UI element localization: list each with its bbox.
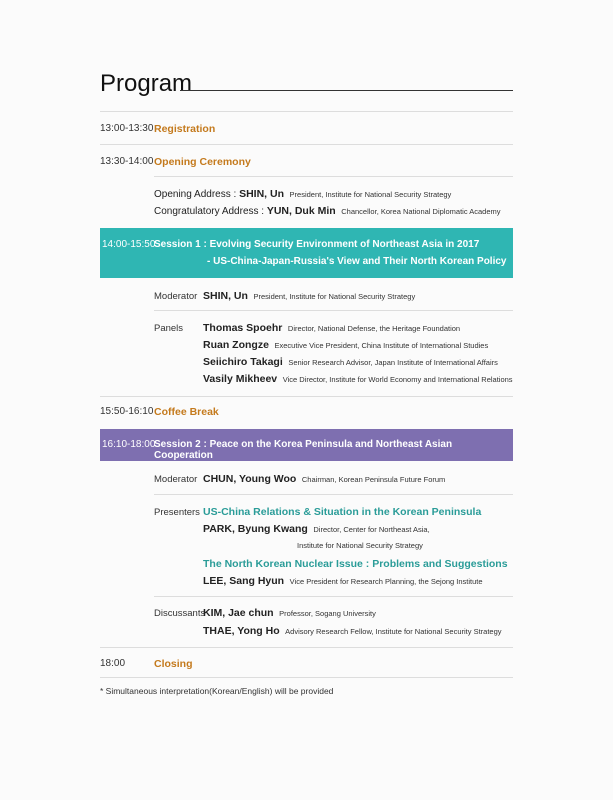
session1-title: Session 1 : Evolving Security Environment of Northeast Asia in 2017 xyxy=(154,239,480,250)
discussant-row xyxy=(203,607,376,619)
closing-time: 18:00 xyxy=(100,658,126,669)
opening-address-label: Opening Address : xyxy=(154,189,240,200)
congrat-name: YUN, Duk Min xyxy=(266,205,336,217)
congratulatory-address xyxy=(154,205,501,217)
panelist-row xyxy=(203,322,460,334)
panelist-affiliation: Director, National Defense, the Heritage Foundation xyxy=(287,324,461,333)
coffee-time: 15:50-16:10 xyxy=(100,406,154,417)
presenter-row xyxy=(203,523,430,535)
session1-moderator-label: Moderator xyxy=(154,291,198,302)
session1-band xyxy=(100,228,513,278)
presentation-topic: The North Korean Nuclear Issue : Problems and Suggestions xyxy=(203,558,508,570)
divider xyxy=(100,396,513,397)
session1-subtitle: - US-China-Japan-Russia's View and Their North Korean Policy xyxy=(207,256,507,267)
session2-moderator-name: CHUN, Young Woo xyxy=(203,473,297,485)
closing-label: Closing xyxy=(154,658,193,670)
interpretation-note: * Simultaneous interpretation(Korean/English) will be provided xyxy=(100,686,334,696)
registration-time: 13:00-13:30 xyxy=(100,123,154,134)
divider xyxy=(154,494,513,495)
divider xyxy=(100,111,513,112)
title-underline xyxy=(180,90,513,91)
opening-time: 13:30-14:00 xyxy=(100,156,154,167)
panelist-name: Thomas Spoehr xyxy=(203,322,283,334)
presenter-affiliation-cont: Institute for National Security Strategy xyxy=(297,541,423,550)
session2-moderator-label: Moderator xyxy=(154,474,198,485)
discussant-name: KIM, Jae chun xyxy=(203,607,274,619)
discussant-affiliation: Advisory Research Fellow, Institute for National Security Strategy xyxy=(285,627,502,636)
congrat-affiliation: Chancellor, Korea National Diplomatic Academy xyxy=(341,207,501,216)
congrat-label: Congratulatory Address : xyxy=(154,206,267,217)
session1-moderator xyxy=(203,290,415,302)
session1-time: 14:00-15:50 xyxy=(102,239,156,250)
divider xyxy=(154,310,513,311)
panelist-affiliation: Senior Research Advisor, Japan Institute of International Affairs xyxy=(288,358,498,367)
program-header xyxy=(100,70,513,98)
divider xyxy=(154,176,513,177)
panelist-affiliation: Executive Vice President, China Institute of International Studies xyxy=(274,341,489,350)
page-title: Program xyxy=(100,70,193,97)
session1-moderator-affiliation: President, Institute for National Security Strategy xyxy=(253,292,416,301)
session2-moderator-affiliation: Chairman, Korean Peninsula Future Forum xyxy=(301,475,446,484)
session2-time: 16:10-18:00 xyxy=(102,439,156,450)
divider xyxy=(100,677,513,678)
opening-address-name: SHIN, Un xyxy=(239,188,284,200)
session2-title: Session 2 : Peace on the Korea Peninsula and Northeast Asian Cooperation xyxy=(154,439,453,461)
session1-moderator-name: SHIN, Un xyxy=(203,290,248,302)
presentation-topic: US-China Relations & Situation in the Korean Peninsula xyxy=(203,506,482,518)
panelist-name: Vasily Mikheev xyxy=(203,373,278,385)
session2-band xyxy=(100,429,513,461)
panelist-row xyxy=(203,373,513,385)
opening-address xyxy=(154,188,451,200)
panels-label: Panels xyxy=(154,323,184,334)
presenter-row xyxy=(203,575,483,587)
panelist-name: Seiichiro Takagi xyxy=(203,356,283,368)
presenter-name: PARK, Byung Kwang xyxy=(203,523,308,535)
panelist-row xyxy=(203,339,488,351)
presenter-name: LEE, Sang Hyun xyxy=(203,575,285,587)
panelist-name: Ruan Zongze xyxy=(203,339,269,351)
divider xyxy=(100,647,513,648)
session2-moderator xyxy=(203,473,445,485)
divider xyxy=(154,596,513,597)
discussant-name: THAE, Yong Ho xyxy=(203,625,280,637)
coffee-label: Coffee Break xyxy=(154,406,219,418)
registration-label: Registration xyxy=(154,123,216,135)
presenter-affiliation: Vice President for Research Planning, the Sejong Institute xyxy=(289,577,483,586)
discussants-label: Discussants xyxy=(154,608,206,619)
panelist-row xyxy=(203,356,498,368)
panelist-affiliation: Vice Director, Institute for World Economy and International Relations xyxy=(282,375,513,384)
presenter-affiliation: Director, Center for Northeast Asia, xyxy=(313,525,430,534)
divider xyxy=(100,144,513,145)
presenters-label: Presenters xyxy=(154,507,200,518)
discussant-affiliation: Professor, Sogang University xyxy=(279,609,376,618)
discussant-row xyxy=(203,625,502,637)
opening-address-affiliation: President, Institute for National Security Strategy xyxy=(289,190,452,199)
opening-label: Opening Ceremony xyxy=(154,156,251,168)
